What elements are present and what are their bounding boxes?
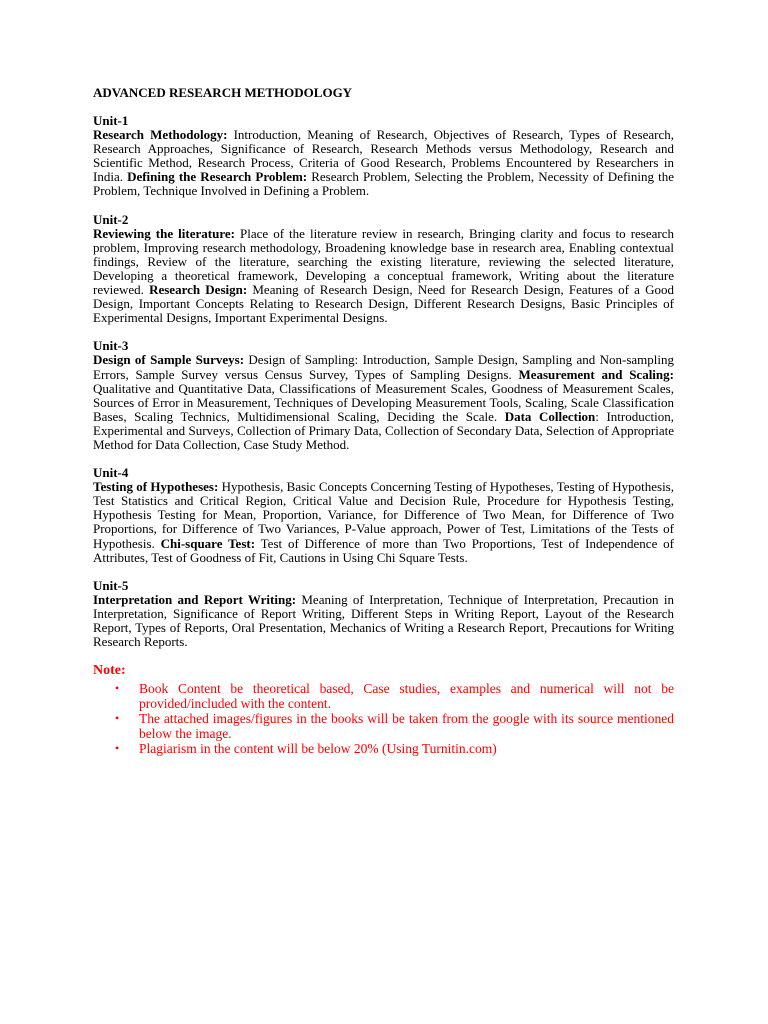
topic-text: Test of Difference of more than Two Proportions, Test of Independence of Attributes, Test of Goodness of Fit, Cautions in Using Chi Square Tests.: [93, 535, 675, 565]
topic-heading: Reviewing the literature:: [93, 225, 235, 241]
topic-heading: Data Collection: [504, 408, 596, 424]
unit-heading: Unit-2: [93, 211, 129, 227]
unit-section: [93, 579, 674, 649]
topic-text: Design of Sampling: Introduction, Sample Design, Sampling and Non-sampling Errors, Sample Survey versus Census Survey, Types of Sampling Designs.: [93, 352, 674, 382]
unit-section: [93, 114, 674, 199]
bullet-icon: •: [115, 741, 120, 756]
topic-heading: Testing of Hypotheses:: [93, 479, 219, 495]
unit-body: [93, 480, 674, 565]
unit-body: [93, 353, 674, 452]
topic-heading: Measurement and Scaling:: [518, 366, 674, 382]
units-container: [93, 114, 674, 649]
bullet-icon: •: [115, 711, 120, 726]
note-section: [93, 663, 674, 756]
topic-text: : Introduction, Experimental and Surveys, Collection of Primary Data, Collection of Secondary Data, Selection of Appropriate Method for Data Collection, Case Study Method.: [93, 408, 674, 452]
topic-heading: Interpretation and Report Writing:: [93, 591, 297, 607]
unit-heading: Unit-4: [93, 465, 129, 481]
document-title: ADVANCED RESEARCH METHODOLOGY: [93, 85, 353, 100]
unit-body: [93, 227, 674, 326]
topic-text: Introduction, Meaning of Research, Objectives of Research, Types of Research, Research Approaches, Significance of Research, Research Methods versus Methodology, Research and Scientific Method, Research Process, Criteria of Good Research, Problems Encountered by Researchers in India.: [93, 127, 674, 185]
topic-text: Qualitative and Quantitative Data, Classifications of Measurement Scales, Goodness of Measurement Scales, Sources of Error in Measurement, Techniques of Developing Measurement Tools, Scaling, Scale Classification Bases, Scaling Technics, Multidimensional Scaling, Deciding the Scale.: [93, 380, 674, 424]
topic-heading: Chi-square Test:: [160, 535, 256, 551]
unit-heading: Unit-1: [93, 113, 129, 128]
topic-text: Research Problem, Selecting the Problem, Necessity of Defining the Problem, Technique Involved in Defining a Problem.: [93, 169, 674, 199]
note-item: [115, 741, 674, 756]
note-list: [93, 681, 674, 756]
topic-text: Hypothesis, Basic Concepts Concerning Testing of Hypotheses, Testing of Hypothesis, Test Statistics and Critical Region, Critical Value and Decision Rule, Procedure for Hypothesis Testing, Hypothesis Testing for Mean, Proportion, Variance, for Difference of Two Mean, for Difference of Two Proportions, for Difference of Two Variances, P-Value approach, Power of Test, Limitations of the Tests of Hypothesis.: [93, 479, 674, 551]
note-item-text: Book Content be theoretical based, Case studies, examples and numerical will not be provided/included with the content.: [139, 681, 674, 712]
topic-heading: Defining the Research Problem:: [127, 169, 308, 185]
unit-body: [93, 128, 674, 198]
topic-heading: Research Design:: [149, 282, 248, 298]
note-item: [115, 711, 674, 741]
unit-heading: Unit-3: [93, 338, 129, 354]
note-label: Note:: [93, 663, 126, 679]
bullet-icon: •: [115, 681, 120, 696]
unit-body: [93, 593, 674, 649]
topic-text: Meaning of Interpretation, Technique of Interpretation, Precaution in Interpretation, Significance of Report Writing, Different Steps in Writing Report, Layout of the Research Report, Types of Reports, Oral Presentation, Mechanics of Writing a Research Report, Precautions for Writing Research Reports.: [93, 591, 674, 650]
topic-text: Place of the literature review in research, Bringing clarity and focus to research problem, Improving research methodology, Broadening knowledge base in research area, Enabling contextual findings, Review of the literature, searching the existing literature, reviewing the selected literature, Developing a theoretical framework, Developing a conceptual framework, Writing about the literature reviewed.: [93, 225, 675, 298]
note-item-text: The attached images/figures in the books will be taken from the google with its source mentioned below the image.: [139, 711, 674, 742]
topic-heading: Design of Sample Surveys:: [93, 352, 245, 368]
unit-section: [93, 213, 674, 326]
unit-section: [93, 339, 674, 452]
note-item-text: Plagiarism in the content will be below 20% (Using Turnitin.com): [139, 741, 497, 757]
topic-heading: Research Methodology:: [93, 127, 228, 143]
unit-heading: Unit-5: [93, 577, 129, 593]
note-item: [115, 681, 674, 711]
unit-section: [93, 466, 674, 565]
topic-text: Meaning of Research Design, Need for Research Design, Features of a Good Design, Important Concepts Relating to Research Design, Different Research Designs, Basic Principles of Experimental Designs, Important Experimental Designs.: [93, 282, 675, 326]
